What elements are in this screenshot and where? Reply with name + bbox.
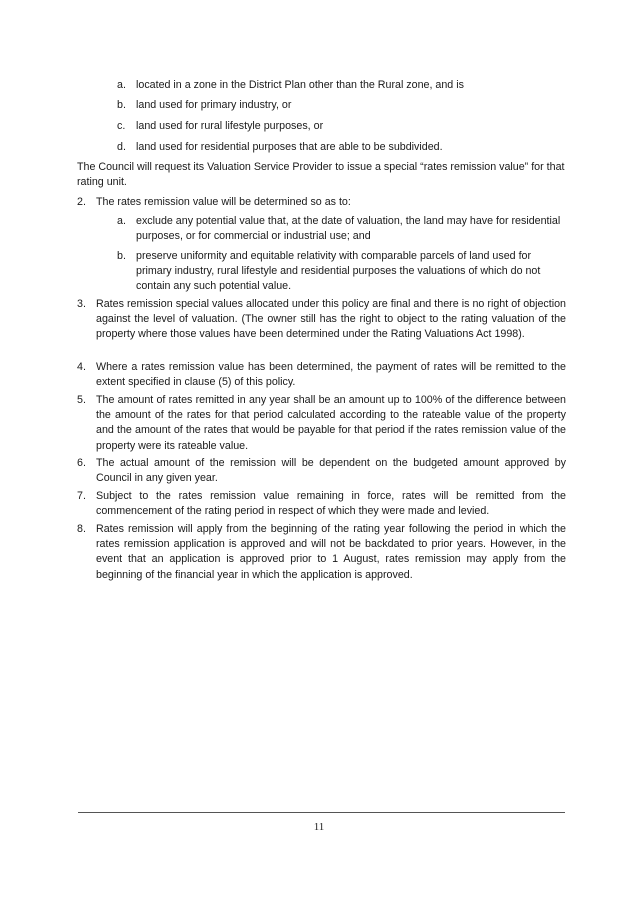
page-number: 11	[313, 821, 325, 833]
list-letter: b.	[117, 250, 126, 262]
list-text: land used for rural lifestyle purposes, or	[136, 120, 324, 132]
list-text: land used for primary industry, or	[136, 99, 292, 111]
list-text: exclude any potential value that, at the date of valuation, the land may have for residential purposes, or for commercial or industrial use; and	[136, 215, 561, 243]
item-number: 4.	[77, 361, 86, 373]
item-number: 8.	[77, 523, 86, 535]
item-number: 7.	[77, 490, 86, 502]
item-number: 2.	[77, 196, 86, 208]
item-text: Subject to the rates remission value remaining in force, rates will be remitted from the commencement of the rating period in respect of which they were made and levied.	[96, 490, 566, 518]
list-text: preserve uniformity and equitable relativity with comparable parcels of land used for primary industry, rural lifestyle and residential purposes the valuations of which do not contain any such potential value.	[136, 250, 541, 293]
list-letter: a.	[117, 215, 126, 227]
council-paragraph: The Council will request its Valuation Service Provider to issue a special “rates remission value” for that rating unit.	[77, 161, 565, 189]
list-letter: a.	[117, 79, 126, 91]
item-text: The rates remission value will be determined so as to:	[96, 196, 351, 208]
list-letter: c.	[117, 120, 126, 132]
list-text: land used for residential purposes that are able to be subdivided.	[136, 141, 443, 153]
footer-divider	[78, 812, 565, 813]
list-letter: d.	[117, 141, 126, 153]
list-text: located in a zone in the District Plan other than the Rural zone, and is	[136, 79, 464, 91]
item-text: Rates remission special values allocated under this policy are final and there is no right of objection against the level of valuation. (The owner still has the right to object to the rating valuation of the property where those values have been determined under the Rating Valuations Act 1998).	[96, 298, 566, 341]
item-text: The actual amount of the remission will be dependent on the budgeted amount approved by Council in any given year.	[96, 457, 566, 485]
item-text: Rates remission will apply from the beginning of the rating year following the period in which the rates remission application is approved and will not be backdated to prior years. However, in the event that an application is approved prior to 1 August, rates remission may apply from the beginning of the financial year in which the application is approved.	[96, 523, 566, 581]
item-text: Where a rates remission value has been determined, the payment of rates will be remitted to the extent specified in clause (5) of this policy.	[96, 361, 566, 389]
item-number: 6.	[77, 457, 86, 469]
item-number: 3.	[77, 298, 86, 310]
item-text: The amount of rates remitted in any year shall be an amount up to 100% of the difference between the amount of the rates for that period calculated according to the rateable value of the property and the amount of the rates that would be payable for that period if the rates remission value of the property were its rateable value.	[96, 394, 566, 452]
item-number: 5.	[77, 394, 86, 406]
list-letter: b.	[117, 99, 126, 111]
